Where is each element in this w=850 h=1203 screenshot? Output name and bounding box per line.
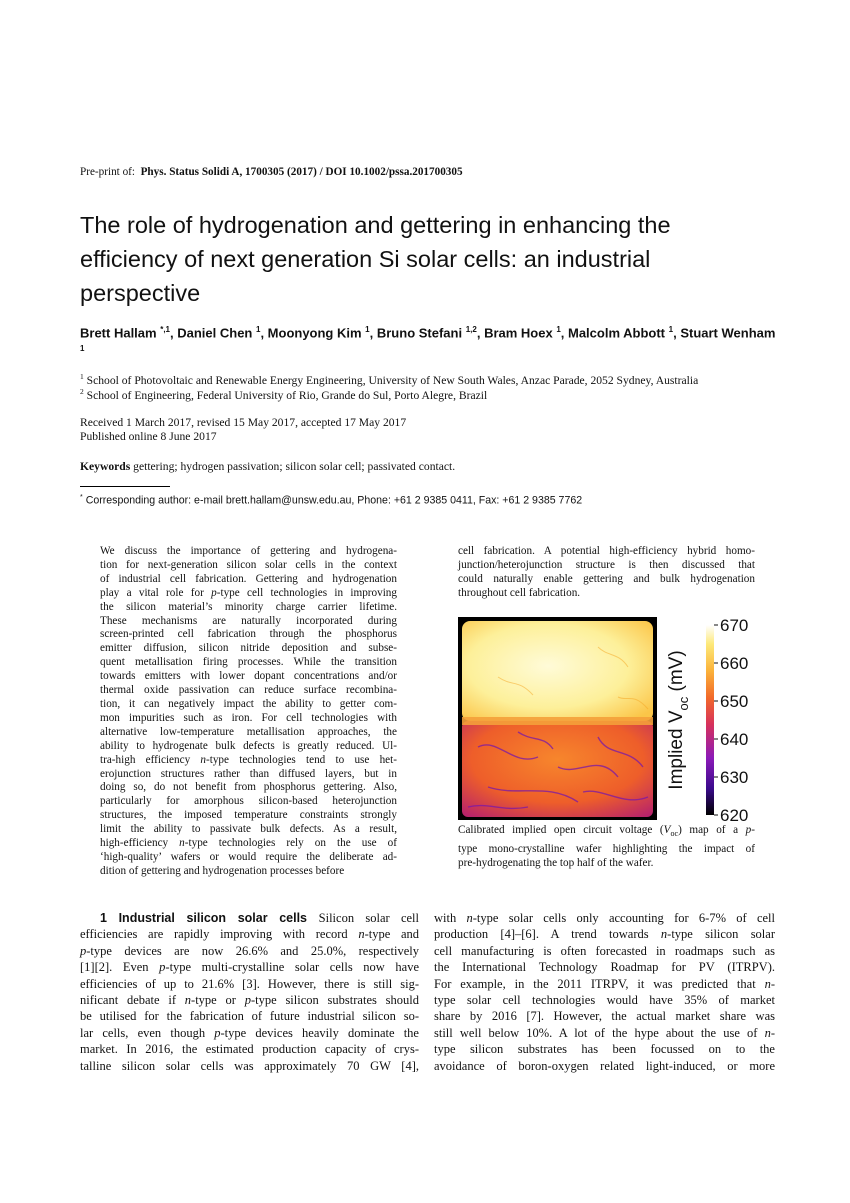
body-line: avoidance of boron-oxygen related light-induced, or more [434, 1058, 775, 1073]
author-name: Bruno Stefani [376, 325, 466, 341]
body-line: [1][2]. Even p-type multi-crystalline solar cells now have [80, 960, 419, 975]
abstract-line: doing so, do not benefit from phosphorus gettering. Also, [100, 781, 397, 794]
abstract-line: structures, the imposed temperature constraints strongly [100, 809, 397, 822]
affiliation-text: School of Engineering, Federal University of Rio, Grande do Sul, Porto Alegre, Brazil [86, 388, 488, 402]
caption-line: pre-hydrogenating the top half of the wafer. [458, 856, 654, 869]
body-line: For example, in the 2011 ITRPV, it was predicted that n- [434, 976, 775, 991]
abstract-line: alternative low-temperature metallisation approaches, the [100, 725, 397, 738]
body-left-column [80, 910, 419, 1074]
abstract-line: thermal oxide passivation can reduce surface recombina- [100, 684, 397, 697]
affiliation-2 [80, 387, 487, 402]
affiliation-number: 2 [80, 387, 84, 396]
body-line: 1 Industrial silicon solar cells Silicon solar cell [100, 911, 419, 925]
colorbar-tick-label: 650 [720, 692, 749, 711]
section-heading: 1 Industrial silicon solar cells [100, 911, 319, 925]
abstract-line: We discuss the importance of gettering and hydrogena- [100, 545, 397, 557]
keywords [80, 460, 455, 473]
abstract-line: cell fabrication. A potential high-efficiency hybrid homo- [458, 545, 755, 557]
abstract-line: throughout cell fabrication. [458, 586, 581, 599]
abstract-line: towards emitters with lower dopant concentrations and/or [100, 670, 397, 683]
abstract-line: dition of gettering and hydrogenation processes before [100, 864, 345, 877]
colorbar-tick-label: 640 [720, 730, 749, 749]
author-affiliation-mark: *,1 [160, 325, 170, 334]
author-affiliation-mark: 1 [365, 325, 370, 334]
author-affiliation-mark: 1,2 [465, 325, 477, 334]
voc-map-figure [458, 617, 758, 823]
preprint-line [80, 166, 463, 178]
dates-block [80, 416, 406, 444]
colorbar-tick-label: 670 [720, 617, 749, 635]
abstract-line: screen-printed cell fabrication through the phosphorus [100, 628, 397, 641]
corresponding-footnote [80, 494, 582, 507]
keywords-text: gettering; hydrogen passivation; silicon solar cell; passivated contact. [133, 460, 456, 473]
preprint-prefix: Pre-print of: [80, 166, 135, 178]
abstract-line: quent metallisation firing processes. While the transition [100, 656, 397, 669]
abstract-line: particularly for amorphous silicon-based heterojunction [100, 795, 397, 808]
body-line: talline silicon solar cells was approximately 70 GW [4], [80, 1058, 419, 1073]
published-date: Published online 8 June 2017 [80, 430, 217, 443]
abstract-line: tion, it can negatively impact the ability to getter com- [100, 697, 397, 710]
author-name: Bram Hoex [484, 325, 557, 341]
caption-line: type mono-crystalline wafer highlighting the impact of [458, 842, 755, 855]
affiliation-text: School of Photovoltaic and Renewable Energy Engineering, University of New South Wales, Anzac Parade, 2052 Sydney, Australia [86, 373, 699, 387]
author-name: Daniel Chen [177, 325, 256, 341]
received-date: Received 1 March 2017, revised 15 May 2017, accepted 17 May 2017 [80, 416, 407, 429]
author-affiliation-mark: 1 [255, 325, 261, 334]
abstract-line: the silicon material’s minority charge carrier lifetime. [100, 600, 397, 613]
abstract-line: play a vital role for p-type cell technologies in improving [100, 586, 397, 599]
abstract-line: high-efficiency n-type technologies rely on the use of [100, 837, 397, 850]
author-affiliation-mark: 1 [80, 344, 85, 354]
body-line: production [4]–[6]. A trend towards n-type silicon solar [434, 927, 775, 942]
colorbar [706, 625, 714, 815]
figure-caption [458, 823, 755, 870]
body-line: lar cells, even though p-type devices heavily dominate the [80, 1025, 419, 1040]
affiliation-number: 1 [80, 372, 84, 381]
body-line: share by 2016 [7]. However, the actual market share was [434, 1009, 775, 1024]
abstract-line: could naturally enable gettering and bulk hydrogenation [458, 572, 755, 585]
abstract-right-column [458, 545, 755, 601]
caption-line: Calibrated implied open circuit voltage $(V_{oc})$ map of a p- [458, 824, 755, 839]
map-boundary [462, 717, 653, 725]
body-line: cell manufacturing is often forecasted in roadmaps such as [434, 943, 775, 958]
abstract-line: ability to hydrogenate bulk defects is greatly reduced. Ul- [100, 739, 397, 752]
affiliation-1 [80, 372, 698, 387]
abstract-line: emitter diffusion, silicon nitride deposition and subse- [100, 642, 397, 655]
body-line: efficiencies of up to 21.6% [3]. However, there is still sig- [80, 976, 419, 991]
body-line: with n-type solar cells only accounting for 6-7% of cell [434, 911, 775, 925]
colorbar-label: Implied $V_{oc}$ (mV) [666, 650, 691, 790]
colorbar-ticks [714, 617, 748, 823]
abstract-left-column [100, 545, 397, 879]
abstract-line: tra-high efficiency n-type technologies tend to use het- [100, 753, 397, 766]
colorbar-tick-label: 620 [720, 806, 749, 823]
author-affiliation-mark: 1 [668, 325, 674, 334]
body-right-column [434, 910, 775, 1074]
abstract-line: mon impurities such as iron. For cell technologies with [100, 711, 397, 724]
footnote-rule [80, 486, 170, 487]
abstract-line: erojunction structures rather than diffused layers, but in [100, 767, 397, 780]
body-line: still well below 10%. A lot of the hype about the use of n- [434, 1025, 775, 1040]
abstract-line: of industrial cell fabrication. Gettering and hydrogenation [100, 572, 397, 585]
footnote-text: Corresponding author: e-mail brett.hallam@unsw.edu.au, Phone: +61 2 9385 0411, Fax: +61 2 9385 7762 [85, 494, 583, 507]
abstract-line: junction/heterojunction structure is then discussed that [458, 558, 755, 571]
body-line: be utilised for the fabrication of future industrial silicon so- [80, 1009, 419, 1024]
keywords-label: Keywords [80, 460, 131, 473]
author-name: Moonyong Kim [267, 325, 366, 341]
author-affiliation-mark: 1 [556, 325, 561, 334]
abstract-line: These mechanisms are naturally incorporated during [100, 614, 397, 627]
body-line: market. In 2016, the estimated production capacity of crys- [80, 1042, 419, 1057]
body-line: type solar cell technologies would have 35% of market [434, 993, 775, 1008]
colorbar-tick-label: 630 [720, 768, 749, 787]
author-name: Malcolm Abbott [568, 325, 669, 341]
colorbar-tick-label: 660 [720, 654, 749, 673]
body-line: type silicon substrates has been focussed on to the [434, 1042, 775, 1057]
map-bottom-half [462, 721, 653, 817]
author-name: Stuart Wenham [680, 325, 776, 341]
body-line: the International Technology Roadmap for PV (ITRPV). [434, 960, 775, 975]
preprint-citation: Phys. Status Solidi A, 1700305 (2017) / DOI 10.1002/pssa.201700305 [140, 166, 463, 178]
body-line: efficiencies are rapidly improving with record n-type and [80, 927, 420, 942]
abstract-line: tion for next-generation silicon solar cells in the context [100, 558, 397, 571]
paper-title: The role of hydrogenation and gettering in enhancing the efficiency of next generation Si solar cells: an industrial perspective [80, 212, 671, 306]
body-line: p-type devices are now 26.6% and 25.0%, respectively [80, 943, 419, 958]
map-top-half-hydrogenated [462, 621, 653, 721]
author-name: Brett Hallam [80, 325, 161, 341]
body-line: nificant debate if n-type or p-type silicon substrates should [80, 993, 419, 1008]
abstract-line: ‘high-quality’ wafers or would require the deliberate ad- [100, 850, 397, 863]
author-list: Brett Hallam $^{*,1}$, Daniel Chen $^1$, Moonyong Kim $^1$, Bruno Stefani $^{1,2}$, Bram Hoex $^1$, Malcolm Abbott $^1$, Stuart Wenham $^1$ [80, 325, 776, 354]
voc-map-svg [458, 617, 758, 823]
footnote-mark: * [80, 494, 83, 501]
abstract-line: limit the ability to passivate bulk defects. As a result, [100, 823, 397, 836]
